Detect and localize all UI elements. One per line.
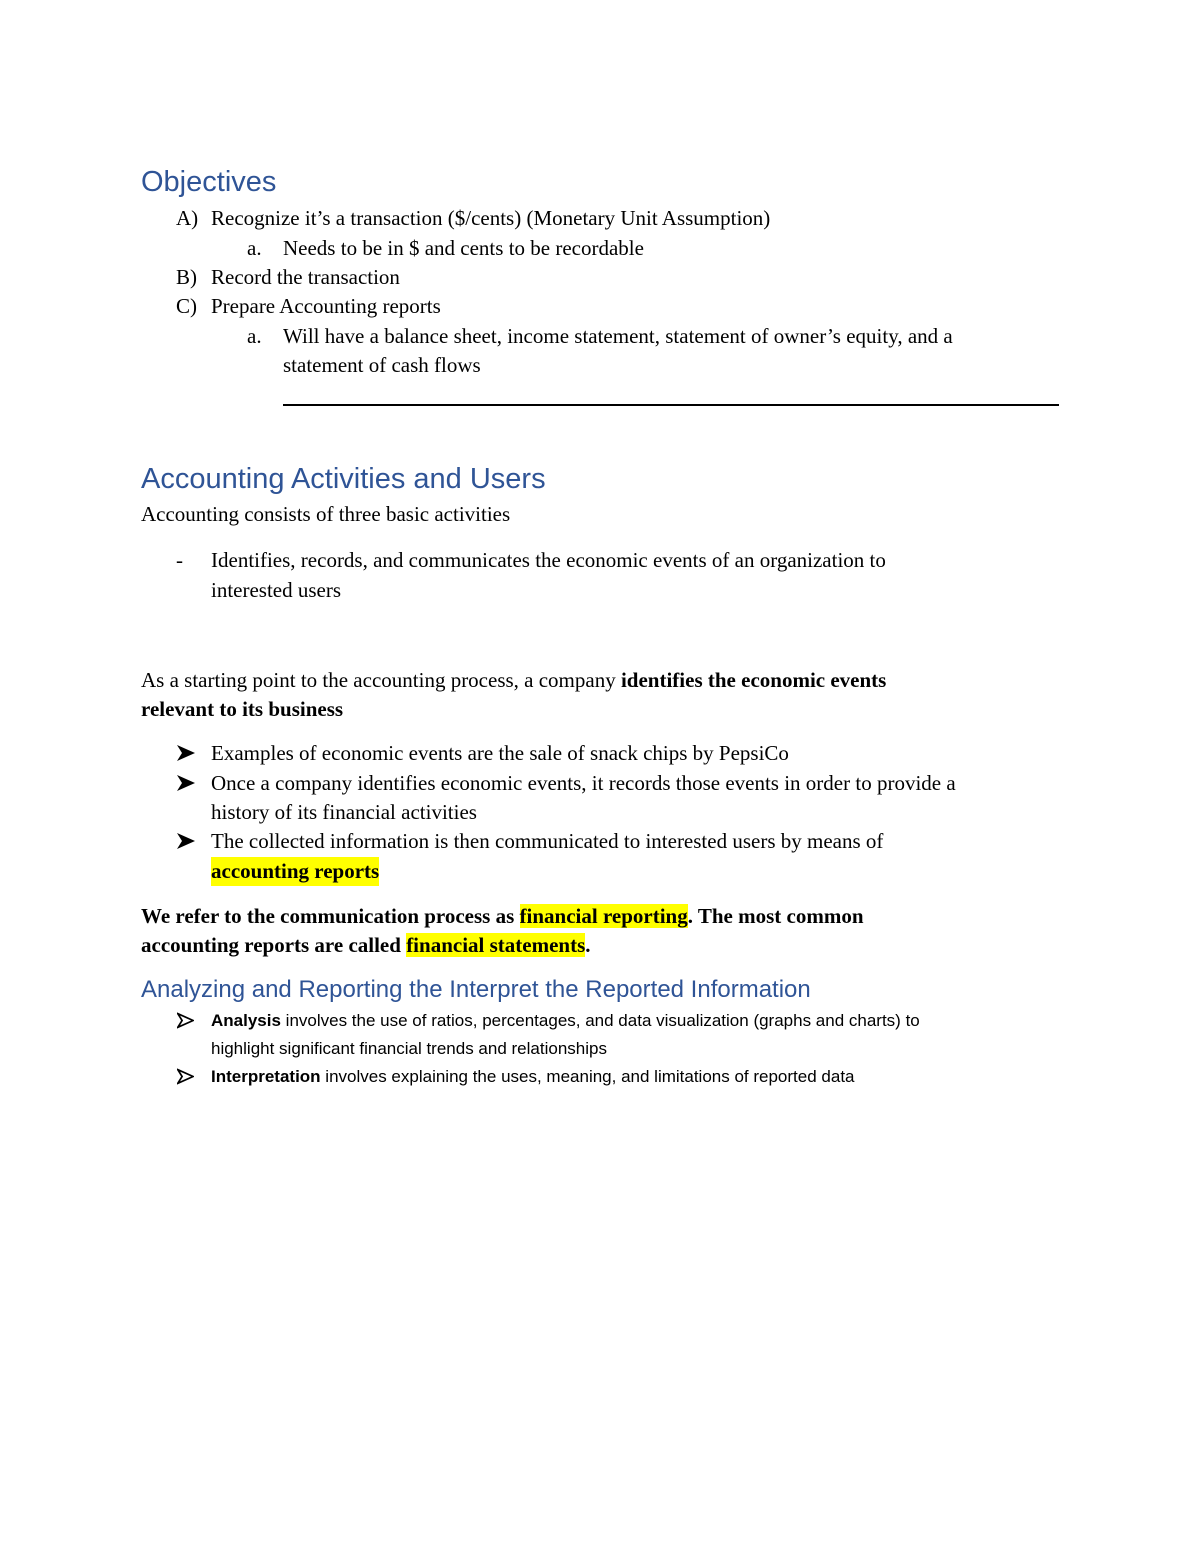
list-marker: a.	[247, 236, 262, 260]
arrow-bullet-icon	[176, 773, 196, 793]
list-marker: B)	[176, 265, 197, 289]
highlighted-term: financial reporting	[519, 904, 688, 928]
activities-intro: Accounting consists of three basic activities	[141, 502, 511, 526]
objectives-heading: Objectives	[141, 166, 277, 198]
bullet-item-text: Once a company identifies economic events, it records those events in order to provide a	[211, 771, 956, 795]
bullet-term: Analysis	[211, 1011, 281, 1030]
objective-subitem-text: Needs to be in $ and cents to be recordable	[283, 236, 644, 260]
bullet-item-text: involves explaining the uses, meaning, and limitations of reported data	[320, 1067, 855, 1086]
bullet-item-text: The collected information is then communicated to interested users by means of	[211, 829, 884, 853]
summary-text: We refer to the communication process as	[141, 904, 520, 928]
arrow-bullet-icon	[177, 1012, 194, 1029]
analysis-bullet	[211, 1007, 920, 1035]
objective-item-text: Record the transaction	[211, 265, 400, 289]
summary-paragraph	[141, 902, 864, 931]
interpretation-bullet	[211, 1063, 855, 1091]
objective-subitem-text: Will have a balance sheet, income statement, statement of owner’s equity, and a	[283, 324, 953, 348]
activities-heading: Accounting Activities and Users	[141, 463, 546, 495]
paragraph-bold-text: relevant to its business	[141, 697, 344, 721]
dash-item-text: Identifies, records, and communicates the economic events of an organization to	[211, 548, 886, 572]
bullet-item-text: involves the use of ratios, percentages, and data visualization (graphs and charts) to	[280, 1011, 920, 1030]
summary-text: . The most common	[687, 904, 864, 928]
objective-item-text: Prepare Accounting reports	[211, 294, 441, 318]
list-marker: A)	[176, 206, 199, 230]
objective-item-text: Recognize it’s a transaction ($/cents) (Monetary Unit Assumption)	[211, 206, 771, 230]
arrow-bullet-icon	[177, 1068, 194, 1085]
arrow-bullet-icon	[176, 743, 196, 763]
analyzing-heading: Analyzing and Reporting the Interpret the Reported Information	[141, 976, 811, 1003]
horizontal-rule	[283, 404, 1059, 406]
list-marker: C)	[176, 294, 197, 318]
starting-point-paragraph	[141, 666, 886, 695]
bullet-item-text: Examples of economic events are the sale of snack chips by PepsiCo	[211, 741, 789, 765]
summary-text: accounting reports are called	[141, 933, 407, 957]
dash-marker: -	[176, 548, 183, 572]
bullet-term: Interpretation	[211, 1067, 321, 1086]
list-marker: a.	[247, 324, 262, 348]
summary-paragraph	[141, 931, 591, 960]
paragraph-bold-text: identifies the economic events	[620, 668, 887, 692]
paragraph-text: As a starting point to the accounting process, a company	[141, 668, 621, 692]
dash-item-text: interested users	[211, 578, 342, 602]
highlighted-term: financial statements	[406, 933, 586, 957]
highlighted-term: accounting reports	[211, 857, 379, 886]
bullet-item-text: highlight significant financial trends and relationships	[211, 1039, 607, 1058]
arrow-bullet-icon	[176, 831, 196, 851]
summary-text: .	[585, 933, 591, 957]
objective-subitem-text: statement of cash flows	[283, 353, 481, 377]
bullet-item-text: history of its financial activities	[211, 800, 477, 824]
